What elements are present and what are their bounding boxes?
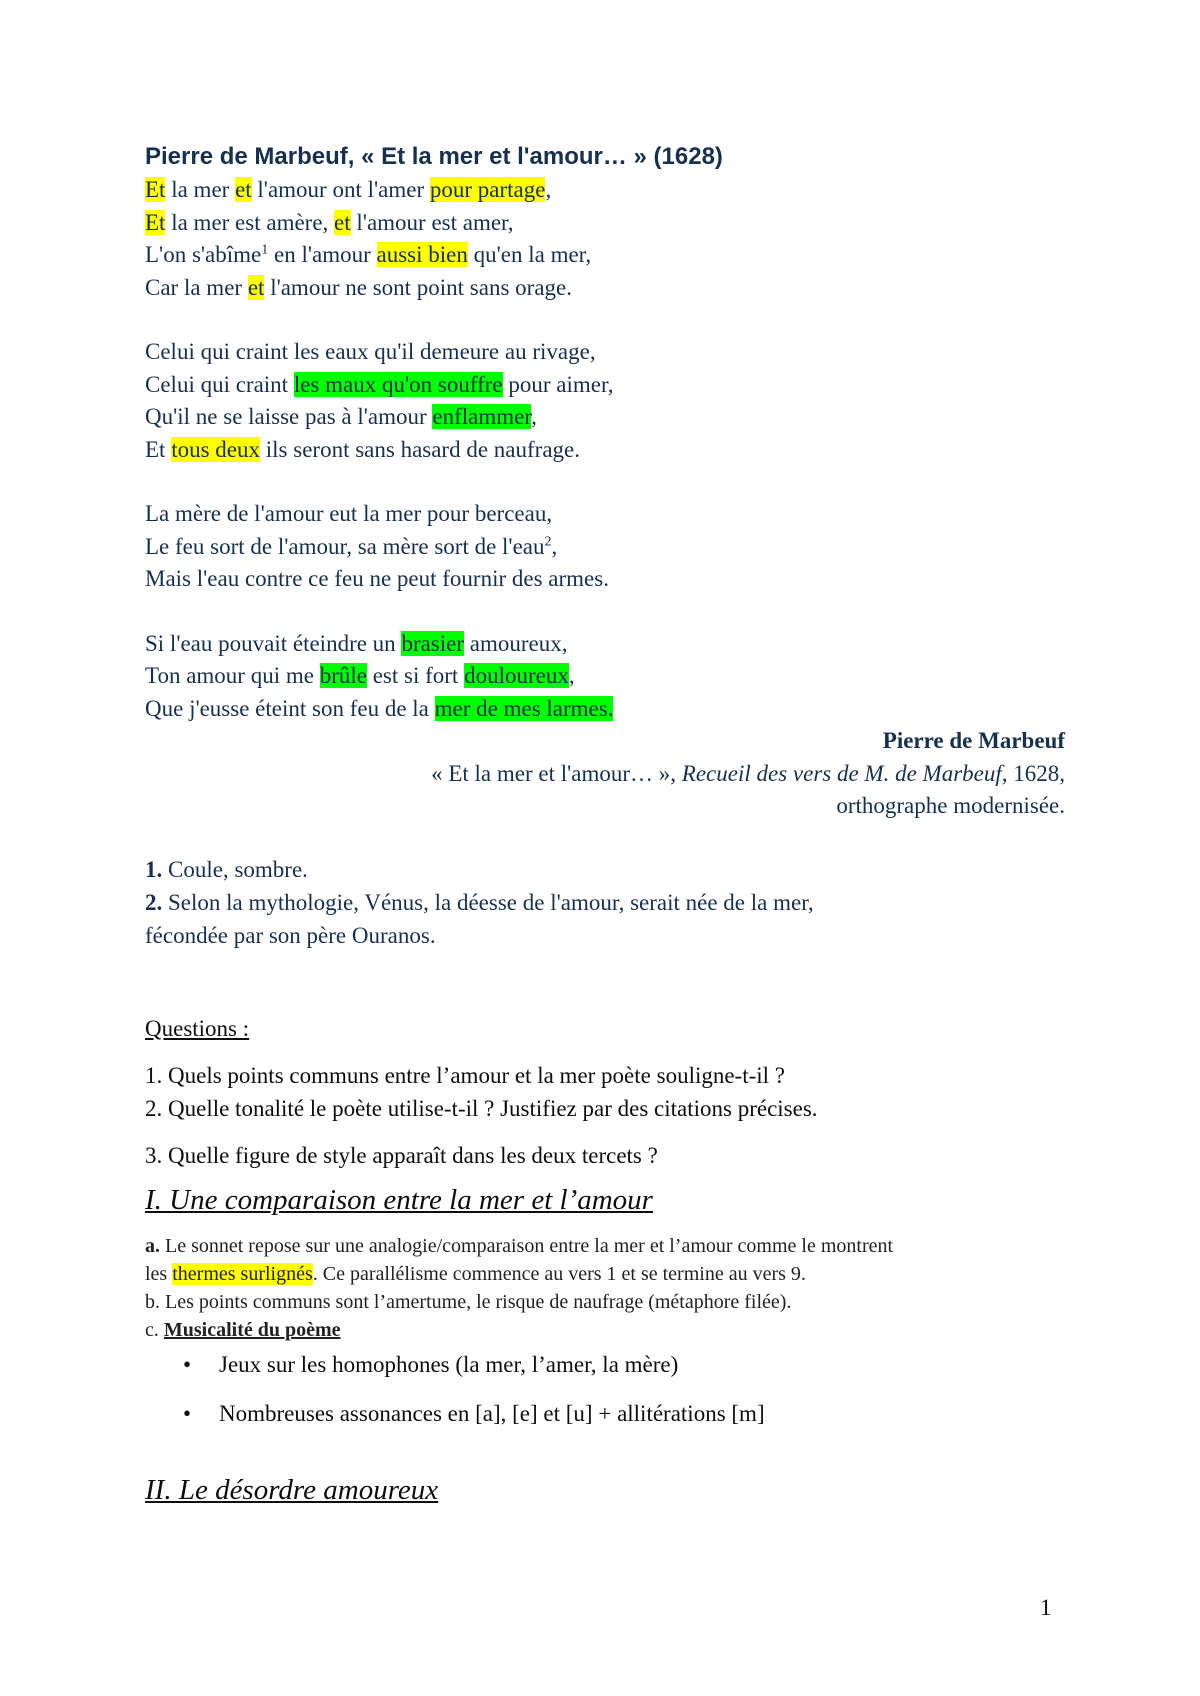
highlighted-text: Et — [145, 209, 166, 235]
footnote-text: fécondée par son père Ouranos. — [145, 922, 436, 948]
verse-text: Car la mer — [145, 274, 248, 300]
footnote-text: Selon la mythologie, Vénus, la déesse de l'amour, serait née de la mer, — [162, 889, 814, 915]
highlighted-text: mer de mes larmes. — [434, 695, 614, 721]
verse-text: Si l'eau pouvait éteindre un — [145, 630, 402, 656]
verse-text: Ton amour qui me — [145, 663, 320, 688]
verse-line — [145, 434, 1065, 467]
point-c-label: c. — [145, 1318, 164, 1341]
highlighted-text: aussi bien — [376, 242, 468, 267]
footnote-2 — [145, 886, 1065, 919]
verse-line — [145, 369, 1065, 402]
document-title: Pierre de Marbeuf, « Et la mer et l'amour… » (1628) — [145, 143, 723, 170]
verse-text: Mais l'eau contre ce feu ne peut fournir des armes. — [145, 566, 609, 591]
list-item — [183, 1348, 1065, 1381]
verse-text: la mer — [165, 177, 236, 202]
list-item — [183, 1397, 1065, 1430]
section-2-title: II. Le désordre amoureux — [145, 1473, 439, 1506]
footnote-number: 2. — [145, 889, 163, 915]
point-a-continued — [145, 1260, 1065, 1288]
attribution-note: orthographe modernisée. — [836, 793, 1065, 818]
verse-text: Et — [145, 436, 172, 462]
highlighted-text: les maux qu'on souffre — [293, 371, 503, 397]
footnote-2-continued — [145, 919, 1065, 952]
bullet-icon: • — [183, 1351, 192, 1377]
attribution-source-title: Recueil des vers de M. de Marbeuf — [681, 760, 1002, 786]
verse-text: l'amour ont l'amer — [251, 177, 430, 202]
stanza-1 — [145, 174, 1065, 304]
verse-text: Le feu sort de l'amour, sa mère sort de l'eau — [145, 533, 545, 559]
stanza-3 — [145, 498, 1065, 596]
verse-text: pour aimer, — [502, 371, 614, 397]
verse-line — [145, 628, 1065, 661]
verse-text: , — [531, 404, 537, 429]
verse-text: , — [568, 663, 575, 688]
verse-text: Que j'eusse éteint son feu de la — [145, 695, 435, 721]
verse-text: , — [551, 533, 558, 559]
highlighted-text: douloureux — [464, 663, 569, 688]
verse-text: en l'amour — [268, 242, 377, 267]
verse-text: l'amour est amer, — [350, 209, 514, 235]
footnotes — [145, 853, 1065, 952]
attribution-source-start: « Et la mer et l'amour… », — [431, 760, 682, 786]
verse-text: l'amour ne sont point sans orage. — [264, 274, 572, 300]
verse-text: est si fort — [366, 663, 465, 688]
footnote-marker: 1 — [261, 242, 269, 258]
highlighted-text: enflammer — [432, 404, 532, 429]
verse-line — [145, 174, 1065, 207]
attribution-author: Pierre de Marbeuf — [882, 728, 1065, 753]
verse-line — [145, 336, 1065, 369]
footnote-marker: 2 — [544, 533, 552, 549]
poem — [145, 174, 1065, 725]
highlighted-text: et — [235, 177, 252, 202]
page-content — [145, 140, 1065, 1510]
verse-line — [145, 401, 1065, 434]
verse-text: la mer est amère, — [165, 209, 335, 235]
questions-heading: Questions : — [145, 1015, 250, 1041]
highlighted-text: et — [247, 274, 265, 300]
verse-text: amoureux, — [464, 630, 568, 656]
verse-text: qu'en la mer, — [467, 242, 592, 267]
highlighted-text: tous deux — [171, 436, 261, 462]
verse-text: L'on s'abîme — [145, 242, 262, 267]
highlighted-text: et — [334, 209, 351, 235]
attribution-source — [145, 758, 1065, 791]
highlighted-text: brûle — [319, 663, 367, 688]
verse-text: Celui qui craint les eaux qu'il demeure au rivage, — [145, 339, 596, 364]
bullet-icon: • — [183, 1400, 192, 1426]
list-item-text: Nombreuses assonances en [a], [e] et [u] + allitérations [m] — [219, 1400, 765, 1426]
verse-line — [145, 272, 1065, 305]
question-3: 3. Quelle figure de style apparaît dans les deux tercets ? — [145, 1142, 658, 1168]
point-c-title: Musicalité du poème — [163, 1318, 341, 1341]
point-a — [145, 1232, 1065, 1260]
point-a-text: Le sonnet repose sur une analogie/comparaison entre la mer et l’amour comme le montrent — [160, 1234, 894, 1257]
verse-line — [145, 563, 1065, 596]
page-number: 1 — [1040, 1595, 1052, 1620]
verse-text: ils seront sans hasard de naufrage. — [260, 436, 580, 462]
verse-text: , — [545, 177, 552, 202]
poem-attribution — [145, 725, 1065, 823]
verse-line — [145, 239, 1065, 272]
section-1-title: I. Une comparaison entre la mer et l’amour — [145, 1183, 653, 1216]
point-b: b. Les points communs sont l’amertume, le risque de naufrage (métaphore filée). — [145, 1290, 792, 1313]
highlighted-text: pour partage — [429, 177, 546, 202]
attribution-source-end: , 1628, — [1001, 760, 1065, 786]
list-item-text: Jeux sur les homophones (la mer, l’amer, la mère) — [219, 1351, 679, 1377]
verse-line — [145, 498, 1065, 531]
verse-line — [145, 660, 1065, 693]
stanza-4 — [145, 628, 1065, 726]
highlighted-text: brasier — [401, 630, 465, 656]
verse-text: Qu'il ne se laisse pas à l'amour — [145, 404, 433, 429]
verse-text: Celui qui craint — [145, 371, 294, 397]
footnote-text: Coule, sombre. — [162, 856, 308, 882]
point-c — [145, 1316, 1065, 1344]
footnote-number: 1. — [145, 856, 163, 882]
verse-line — [145, 531, 1065, 564]
verse-line — [145, 693, 1065, 726]
question-1: 1. Quels points communs entre l’amour et la mer poète souligne-t-il ? — [145, 1062, 786, 1088]
highlighted-terms: thermes surlignés — [172, 1262, 313, 1285]
highlighted-text: Et — [145, 177, 166, 202]
point-a-text-end: . Ce parallélisme commence au vers 1 et se termine au vers 9. — [312, 1262, 806, 1285]
verse-line — [145, 207, 1065, 240]
point-a-text-start: les — [145, 1262, 173, 1285]
question-2: 2. Quelle tonalité le poète utilise-t-il ? Justifiez par des citations précises. — [145, 1095, 818, 1121]
section-1-analysis — [145, 1232, 1065, 1344]
point-a-label: a. — [145, 1234, 160, 1257]
musicality-list — [145, 1348, 1065, 1430]
stanza-2 — [145, 336, 1065, 466]
footnote-1 — [145, 853, 1065, 886]
verse-text: La mère de l'amour eut la mer pour berceau, — [145, 501, 553, 526]
